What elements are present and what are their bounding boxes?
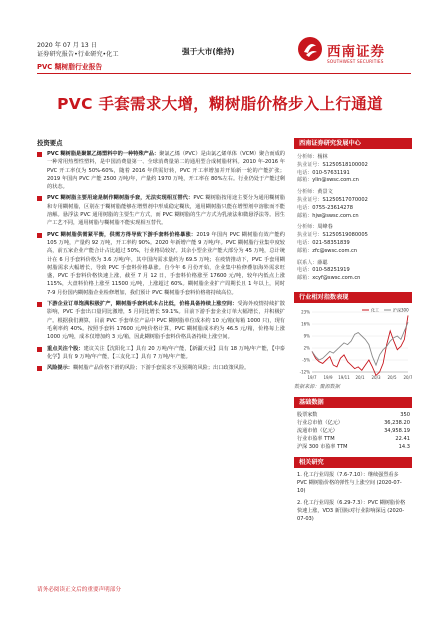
point-5-text: 建议关注【沈阳化工】具有 20 万吨/年产能，【新疆天业】具有 18 万吨/年产能，【中泰化学】具有 9 万吨/年产能，【三友化工】具有 7 万吨/年产能。 <box>47 345 285 360</box>
performance-chart <box>294 306 412 384</box>
point-1-text: 聚氯乙烯（PVC）是由氯乙烯单体（VCM）聚合而成的一种常用热塑性塑料，是中国消费量第一、全球消费量第二的通用型合成树脂材料。2010 年-2016 年 PVC 开工率仅为 50%-60%，随着 2016 年供需好转，PVC 开工率增加并开始新一轮的产能扩张；2019 年国内 PVC 产能 2500 万吨/年，产量约 1970 万吨，开工率在 80%左右。行业仍处于产能过剩的状态。 <box>47 151 285 191</box>
analyst-phone: 0755-23614278 <box>312 204 354 211</box>
point-4 <box>37 300 285 341</box>
x-tick-label: 20/1 <box>355 374 365 380</box>
contact-card <box>297 260 412 283</box>
x-tick-label: 20/5 <box>387 374 397 380</box>
legend-label: 化工 <box>371 307 379 313</box>
logo-icon <box>297 36 323 62</box>
y-tick-label: 23% <box>301 309 310 315</box>
y-tick-label: -5% <box>302 357 310 363</box>
stat-label: 行业市盈率 TTM <box>297 436 335 443</box>
x-tick-label: 20/3 <box>371 374 381 380</box>
point-5 <box>37 345 285 362</box>
report-type: PVC 糊树脂行业报告 <box>37 63 103 71</box>
contact-email[interactable]: xcyf@swsc.com.cn <box>312 275 361 282</box>
point-2-text: PVC 糊树脂按用途主要分为通用糊树脂和专用糊树脂，区别在于糊树脂能够在增塑剂中形成稳定糊状，通用糊树脂只能在增塑剂中溶胀而不能溶解。悬浮法 PVC 通用树脂的主要生产方式，而 PVC 糊树脂的生产方式为乳液法和微悬浮法等。因生产工艺不同，通用树脂与糊树脂不能实现相互替代。 <box>47 195 285 227</box>
point-4-text: 受海外疫情持续扩散影响，PVC 手套出口量同比激增，5 月同比增长 59.1%。目前下游手套企业订单大幅增长，并积极扩产。根据我们测算，目前 PVC 手套单位产品中 PVC 糊树脂单位成本约 10 元/箱(每箱 1000 只)，现有毛利率约 40%。按照手套料 17600 元/吨价格计算，PVC 糊树脂成本约为 46.5 元/箱，价格每上涨 1000 元/吨，成本仅增加约 3 元/箱，因此糊树脂手套料价格具备持续上涨空间。 <box>47 301 285 341</box>
analyst-id-label: 执业证号： <box>297 232 323 239</box>
series-line-csi300 <box>312 322 408 365</box>
analyst-card <box>297 154 412 185</box>
x-tick-label: 19/11 <box>338 374 350 380</box>
section-heading: 投资要点 <box>37 139 63 147</box>
contact-phone: 010-58251919 <box>312 267 350 274</box>
contact-email-label: 邮箱： <box>297 275 313 282</box>
chart-source: 数据来源：聚源数据 <box>294 383 340 390</box>
y-tick-label: 9% <box>303 333 310 339</box>
point-6 <box>37 364 285 372</box>
analyst-email[interactable]: zfc@swsc.com.cn <box>312 247 358 254</box>
point-2-lead: PVC 糊树脂主要用途是制作糊树脂手套，无法实现相互替代： <box>47 195 194 202</box>
analyst-id: S1250517070002 <box>322 196 368 203</box>
stats-row <box>297 419 410 427</box>
point-3-lead: PVC 糊树脂供需紧平衡，供需方得导致下游手套料价格暴涨： <box>47 231 197 238</box>
point-3 <box>37 231 285 297</box>
contact-role: 联系人： <box>297 259 318 266</box>
bullet-icon <box>37 347 42 352</box>
analyst-list <box>294 149 412 283</box>
series-line-chemical <box>312 315 408 375</box>
stat-value: 36,238.20 <box>384 419 410 426</box>
disclaimer-note: 请务必阅读正文后的重要声明部分 <box>37 587 121 593</box>
related-item[interactable]: 2. 化工行业周报（6.29-7.3）：PVC 糊树脂价格快速上涨，VD3 新国标对行业影响深远 (2020-07-03) <box>297 499 406 522</box>
point-4-lead: 下游企业订单饱满积极扩产，糊树脂手套料成本占比低，价格具备持续上涨空间： <box>47 301 238 308</box>
analyst-id: S1250518100002 <box>322 161 368 168</box>
analyst-name: 周峰春 <box>317 224 333 231</box>
analyst-card <box>297 224 412 255</box>
stat-label: 行业总市值（亿元） <box>297 419 343 426</box>
stat-value: 14.3 <box>398 444 410 451</box>
analyst-phone-label: 电话： <box>297 239 313 246</box>
stats-table <box>294 408 412 451</box>
analyst-id: S1250519080005 <box>322 232 368 239</box>
stat-label: 沪深 300 市盈率 TTM <box>297 444 348 451</box>
rating: 强于大市(维持) <box>182 47 235 56</box>
analyst-card <box>297 189 412 220</box>
point-6-text: 糊树脂产品价格下滑的风险；下游手套需求不及预期的风险；出口政策风险。 <box>72 365 250 372</box>
logo-subtext: SOUTHWEST SECURITIES <box>327 59 384 64</box>
analyst-id-label: 执业证号： <box>297 161 323 168</box>
stats-row <box>297 435 410 443</box>
legend-label: 沪深300 <box>393 307 409 313</box>
stats-row <box>297 427 410 435</box>
contact-phone-label: 电话： <box>297 267 313 274</box>
stat-value: 34,958.19 <box>384 427 410 434</box>
bullet-icon <box>37 152 42 157</box>
analyst-email-label: 邮箱： <box>297 177 313 184</box>
point-3-text: 2019 年国内 PVC 糊树脂有效产能约 105 万吨，产量约 92 万吨，开工率约 90%。2020 年新增产能 9 万吨/年。PVC 糊树脂行业集中度较高，前五家企业产能合计占比超过 50%，行业格局较好。其余小型企业产能大部分为 45 万吨，总计统计在 6 月手套料价格为 3.6 万吨/年，其中国内需求量约为 69.5 万吨；在疫情推动下，PVC 手套用糊树脂需求大幅增长，导致 PVC 手套料价格暴涨。自今年 6 月份开始，企业集中检修叠加海外需求旺盛，PVC 手套料价格快速上涨，截至 7 月 12 日，手套料价格涨至 17600 元/吨，较年内低点上涨 115%，大盘料价格上涨至 11500 元/吨，上涨超过 60%。糊树脂企业扩产周期长且 1 年以上，同时 7-9 月份国内糊树脂企业检修增加，我们预计 PVC 糊树脂手套料价格将持续高位。 <box>47 231 285 296</box>
stats-row <box>297 411 410 419</box>
analyst-name: 杨林 <box>317 154 328 160</box>
x-tick-label: 19/7 <box>307 374 317 380</box>
bullet-icon <box>37 302 42 307</box>
analyst-role: 分析师： <box>297 154 318 160</box>
related-list <box>294 468 412 523</box>
y-tick-label: 2% <box>303 345 310 351</box>
analyst-role: 分析师： <box>297 224 318 231</box>
analyst-email-label: 邮箱： <box>297 212 313 219</box>
analyst-phone: 021-58351839 <box>312 239 350 246</box>
sidebar <box>294 138 412 523</box>
report-date: 2020 年 07 月 13 日 <box>37 42 97 49</box>
analyst-phone-label: 电话： <box>297 204 313 211</box>
page-title: PVC 手套需求大增，糊树脂价格步入上行通道 <box>57 95 383 113</box>
logo-text: 西南证券 <box>327 44 385 60</box>
bullet-icon <box>37 196 42 201</box>
related-item[interactable]: 1. 化工行业周报（7.6-7.10）：继续强烈看多 PVC 糊树脂价格的弹性与上涨空间 (2020-07-10) <box>297 472 402 495</box>
related-heading: 相关研究 <box>294 457 412 468</box>
point-5-lead: 重点关注个股： <box>47 345 84 352</box>
x-tick-label: 19/9 <box>323 374 333 380</box>
y-tick-label: -12% <box>299 369 310 375</box>
contact-name: 薛聪 <box>317 259 328 266</box>
stat-value: 350 <box>400 411 410 418</box>
logo <box>297 34 417 70</box>
analyst-email[interactable]: ylin@swsc.com.cn <box>312 177 359 184</box>
point-6-lead: 风险提示： <box>47 365 73 372</box>
report-category: 证券研究报告•行业研究•化工 <box>37 51 119 58</box>
point-1-lead: PVC 糊树脂是聚氯乙烯塑料中的一种特殊产品： <box>47 151 160 157</box>
stat-label: 流通市值（亿元） <box>297 427 338 434</box>
stats-heading: 基础数据 <box>294 397 412 408</box>
analyst-role: 分析师： <box>297 189 318 196</box>
analyst-name: 黄景文 <box>317 189 333 196</box>
point-1 <box>37 150 285 191</box>
analyst-email-label: 邮箱： <box>297 247 313 254</box>
stat-value: 22.41 <box>395 436 410 443</box>
analyst-id-label: 执业证号： <box>297 196 323 203</box>
bullet-icon <box>37 366 42 371</box>
analyst-phone-label: 电话： <box>297 169 313 176</box>
bullet-icon <box>37 233 42 238</box>
analyst-phone: 010-57631191 <box>312 169 350 176</box>
point-2 <box>37 194 285 227</box>
x-tick-label: 20/7 <box>403 374 412 380</box>
stats-row <box>297 443 410 451</box>
key-points <box>37 150 285 372</box>
analyst-email[interactable]: hjw@swsc.com.cn <box>312 212 359 219</box>
y-tick-label: 16% <box>301 321 310 327</box>
analysts-heading: 西南证券研究发展中心 <box>294 138 412 149</box>
chart-heading: 行业相对指数表现 <box>294 292 412 303</box>
stat-label: 股票家数 <box>297 411 318 418</box>
header-rule <box>37 73 411 74</box>
